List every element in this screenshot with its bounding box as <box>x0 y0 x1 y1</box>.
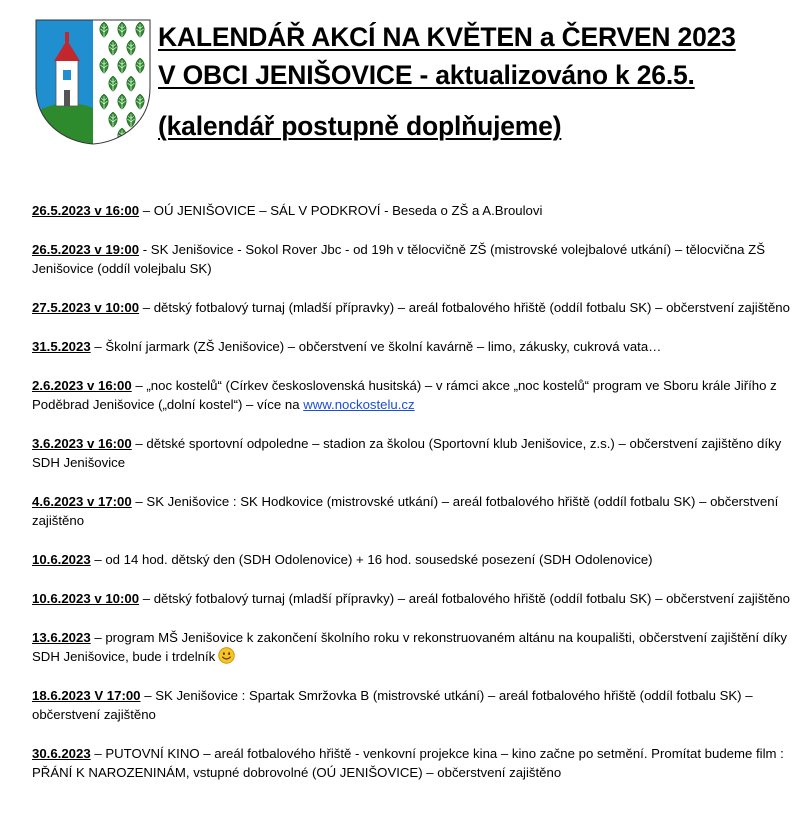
event-text: - SK Jenišovice - Sokol Rover Jbc - od 19h v tělocvičně ZŠ (mistrovské volejbalové utkání) – tělocvična ZŠ Jenišovice (oddíl volejbalu SK) <box>32 242 765 276</box>
event-text: – dětský fotbalový turnaj (mladší přípravky) – areál fotbalového hřiště (oddíl fotbalu SK) – občerstvení zajištěno <box>139 300 790 315</box>
event-date: 26.5.2023 v 16:00 <box>32 203 140 218</box>
event-item <box>32 492 802 530</box>
nockostelu-link[interactable]: www.nockostelu.cz <box>303 397 415 412</box>
coat-of-arms-icon <box>34 18 152 146</box>
event-item <box>32 686 802 724</box>
event-item <box>32 550 802 569</box>
event-text: – Školní jarmark (ZŠ Jenišovice) – občerstvení ve školní kavárně – limo, zákusky, cukrová vata… <box>90 339 662 354</box>
event-date: 3.6.2023 v 16:00 <box>32 436 132 451</box>
event-text: – OÚ JENIŠOVICE – SÁL V PODKROVÍ - Beseda o ZŠ a A.Broulovi <box>139 203 543 218</box>
event-date: 4.6.2023 v 17:00 <box>32 494 132 509</box>
event-date: 13.6.2023 <box>32 630 91 645</box>
event-text: – od 14 hod. dětský den (SDH Odolenovice) + 16 hod. sousedské posezení (SDH Odolenovice) <box>90 552 653 567</box>
events-list <box>32 201 802 802</box>
event-text: – „noc kostelů“ (Církev československá husitská) – v rámci akce „noc kostelů“ program ve Sboru krále Jiřího z Poděbrad Jenišovice („dolní kostel“) – více na <box>32 378 777 412</box>
event-item <box>32 298 802 317</box>
event-text: – program MŠ Jenišovice k zakončení školního roku v rekonstruovaném altánu na koupališti, občerstvení zajištění díky SDH Jenišovice, bude i trdelník <box>32 630 788 664</box>
event-item <box>32 628 802 666</box>
event-item <box>32 376 802 414</box>
event-item <box>32 589 802 608</box>
page-title <box>158 18 798 145</box>
event-date: 10.6.2023 v 10:00 <box>32 591 140 606</box>
event-text: – SK Jenišovice : Spartak Smržovka B (mistrovské utkání) – areál fotbalového hřiště (oddíl fotbalu SK) – občerstvení zajištěno <box>32 688 753 722</box>
event-item <box>32 434 802 472</box>
event-date: 30.6.2023 <box>32 746 91 761</box>
page-subtitle: (kalendář postupně doplňujeme) <box>158 111 562 141</box>
event-date: 18.6.2023 V 17:00 <box>32 688 141 703</box>
event-text: – dětské sportovní odpoledne – stadion za školou (Sportovní klub Jenišovice, z.s.) – občerstvení zajištěno díky SDH Jenišovice <box>32 436 782 470</box>
event-item <box>32 240 802 278</box>
event-date: 2.6.2023 v 16:00 <box>32 378 132 393</box>
event-text: – SK Jenišovice : SK Hodkovice (mistrovské utkání) – areál fotbalového hřiště (oddíl fotbalu SK) – občerstvení zajištěno <box>32 494 779 528</box>
title-line-2: V OBCI JENIŠOVICE - aktualizováno k 26.5. <box>158 60 695 90</box>
event-date: 10.6.2023 <box>32 552 91 567</box>
smiley-face-icon <box>218 647 235 664</box>
event-text: – PUTOVNÍ KINO – areál fotbalového hřiště - venkovní projekce kina – kino začne po setmění. Promítat budeme film : PŘÁNÍ K NAROZENINÁM, vstupné dobrovolné (OÚ JENIŠOVICE) – občerstvení zajištěno <box>32 746 784 780</box>
event-item <box>32 201 802 220</box>
event-item <box>32 744 802 782</box>
event-date: 26.5.2023 v 19:00 <box>32 242 140 257</box>
event-text: – dětský fotbalový turnaj (mladší přípravky) – areál fotbalového hřiště (oddíl fotbalu SK) – občerstvení zajištěno <box>139 591 790 606</box>
title-line-1: KALENDÁŘ AKCÍ NA KVĚTEN a ČERVEN 2023 <box>158 22 736 52</box>
event-date: 27.5.2023 v 10:00 <box>32 300 140 315</box>
event-date: 31.5.2023 <box>32 339 91 354</box>
event-item <box>32 337 802 356</box>
